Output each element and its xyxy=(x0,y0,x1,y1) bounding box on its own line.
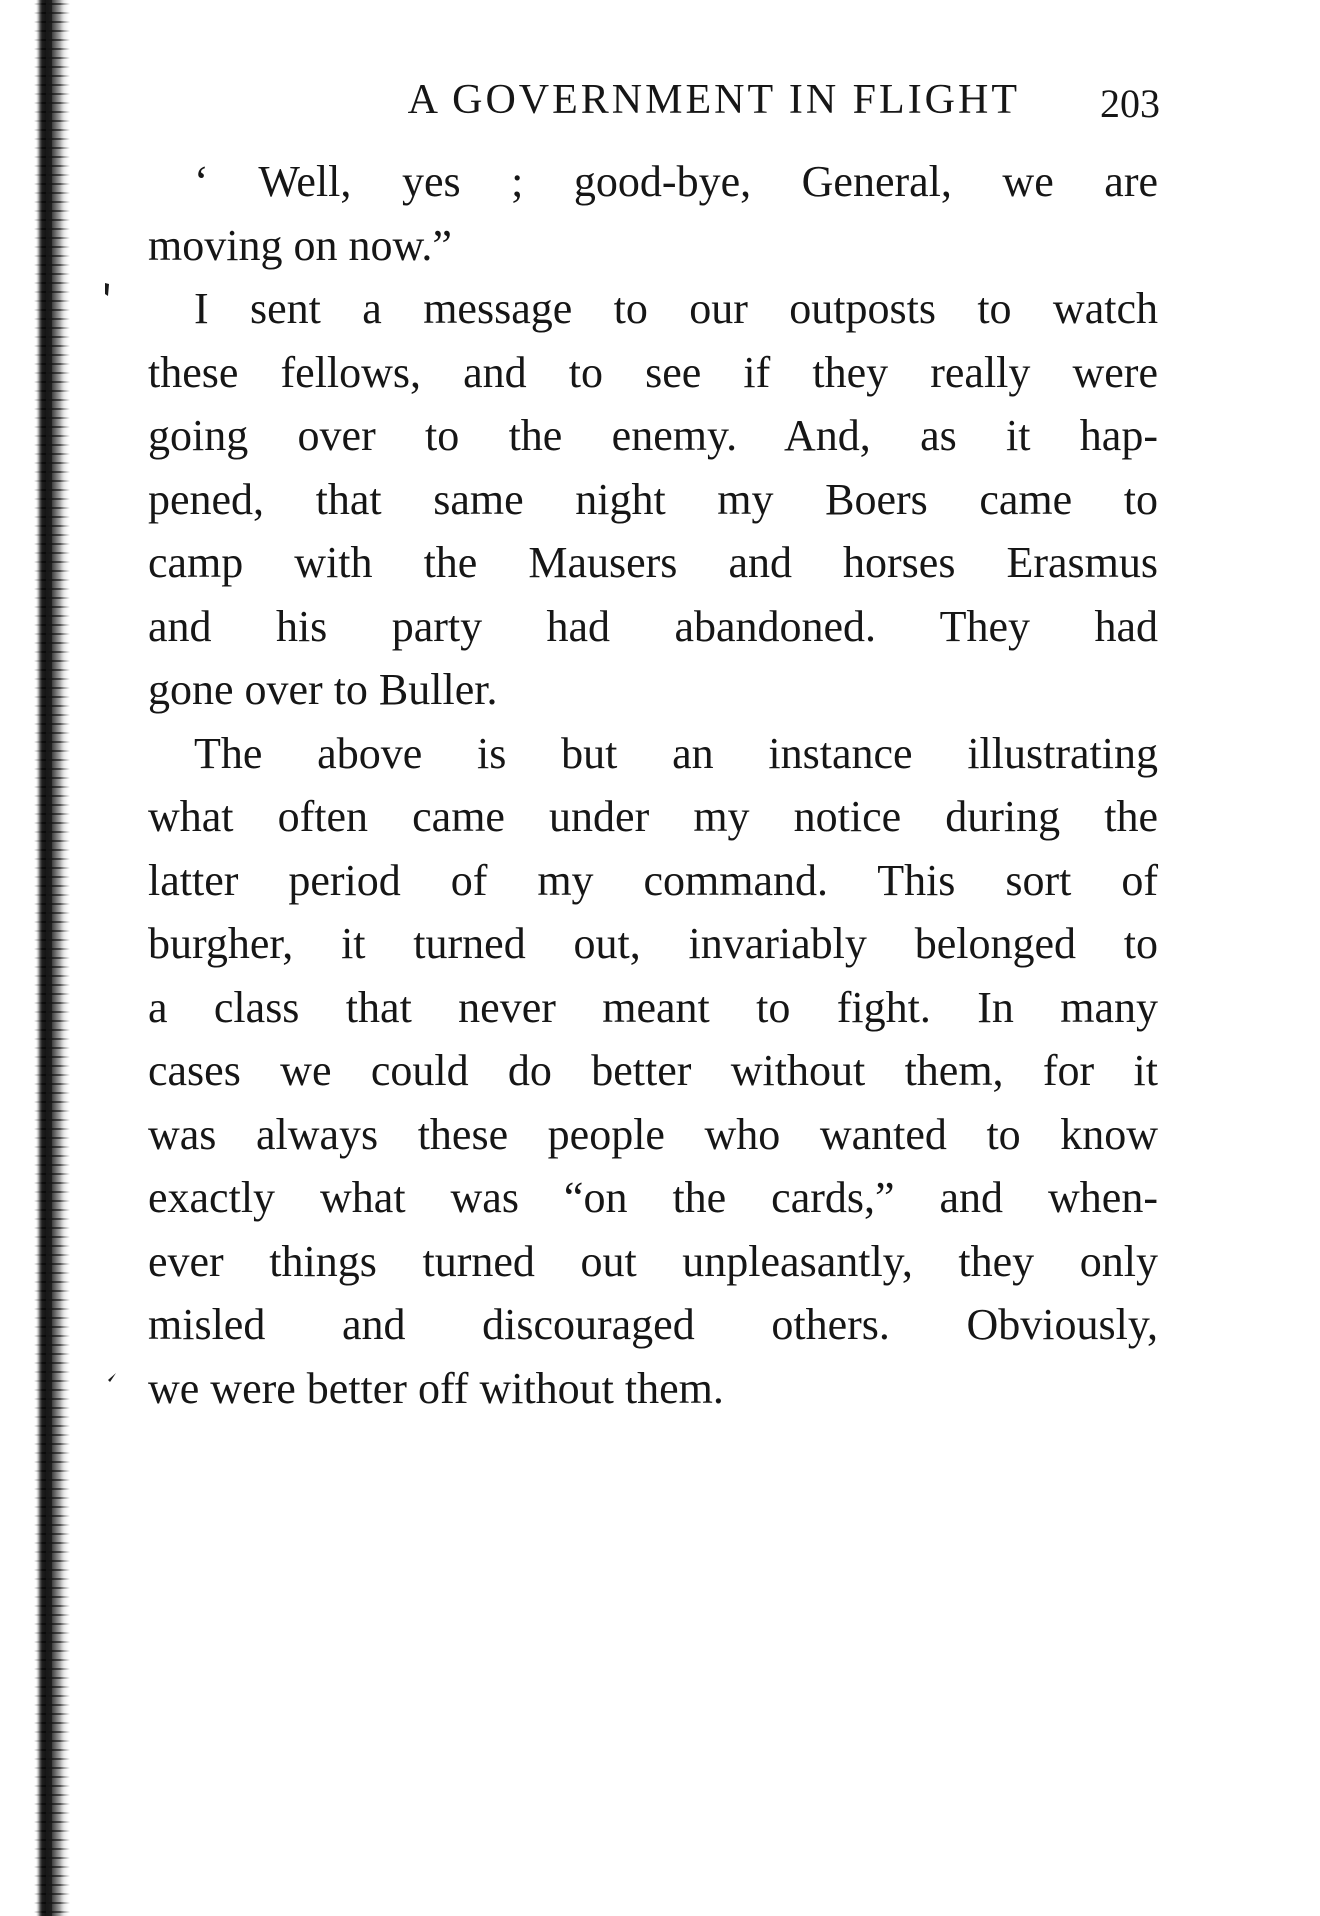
text-line: cases we could do better without them, for it xyxy=(148,1046,1158,1095)
text-line: was always these people who wanted to know xyxy=(148,1109,1158,1159)
scan-speck xyxy=(98,1370,118,1384)
text-line: we were better off without them. xyxy=(148,1363,724,1413)
text-line: moving on now.” xyxy=(148,220,452,270)
scan-speck xyxy=(102,282,112,298)
text-line: ‘ Well, yes ; good-bye, General, we are xyxy=(194,157,1158,206)
page-number: 203 xyxy=(1100,81,1160,126)
text-line: ever things turned out unpleasantly, they only xyxy=(148,1236,1158,1286)
text-line: and his party had abandoned. They had xyxy=(148,601,1158,651)
text-line: exactly what was “on the cards,” and when- xyxy=(148,1173,1158,1222)
text-line: a class that never meant to fight. In many xyxy=(148,982,1158,1032)
running-title: A GOVERNMENT IN FLIGHT xyxy=(407,77,1020,123)
binding-edge xyxy=(0,0,70,1916)
text-line: going over to the enemy. And, as it hap- xyxy=(148,411,1158,460)
text-line: I sent a message to our outposts to watch xyxy=(194,284,1158,333)
text-line: misled and discouraged others. Obviously, xyxy=(148,1300,1158,1349)
text-line: camp with the Mausers and horses Erasmus xyxy=(148,538,1158,587)
text-line: burgher, it turned out, invariably belonged to xyxy=(148,919,1158,968)
text-line: latter period of my command. This sort of xyxy=(148,855,1158,905)
body-text xyxy=(148,150,1158,1420)
running-head xyxy=(150,76,1160,132)
text-line: The above is but an instance illustrating xyxy=(194,728,1158,778)
text-line: what often came under my notice during the xyxy=(148,792,1158,841)
text-line: gone over to Buller. xyxy=(148,665,498,714)
text-line: pened, that same night my Boers came to xyxy=(148,474,1158,524)
text-line: these fellows, and to see if they really were xyxy=(148,347,1158,397)
binding-shadow xyxy=(46,0,52,1916)
